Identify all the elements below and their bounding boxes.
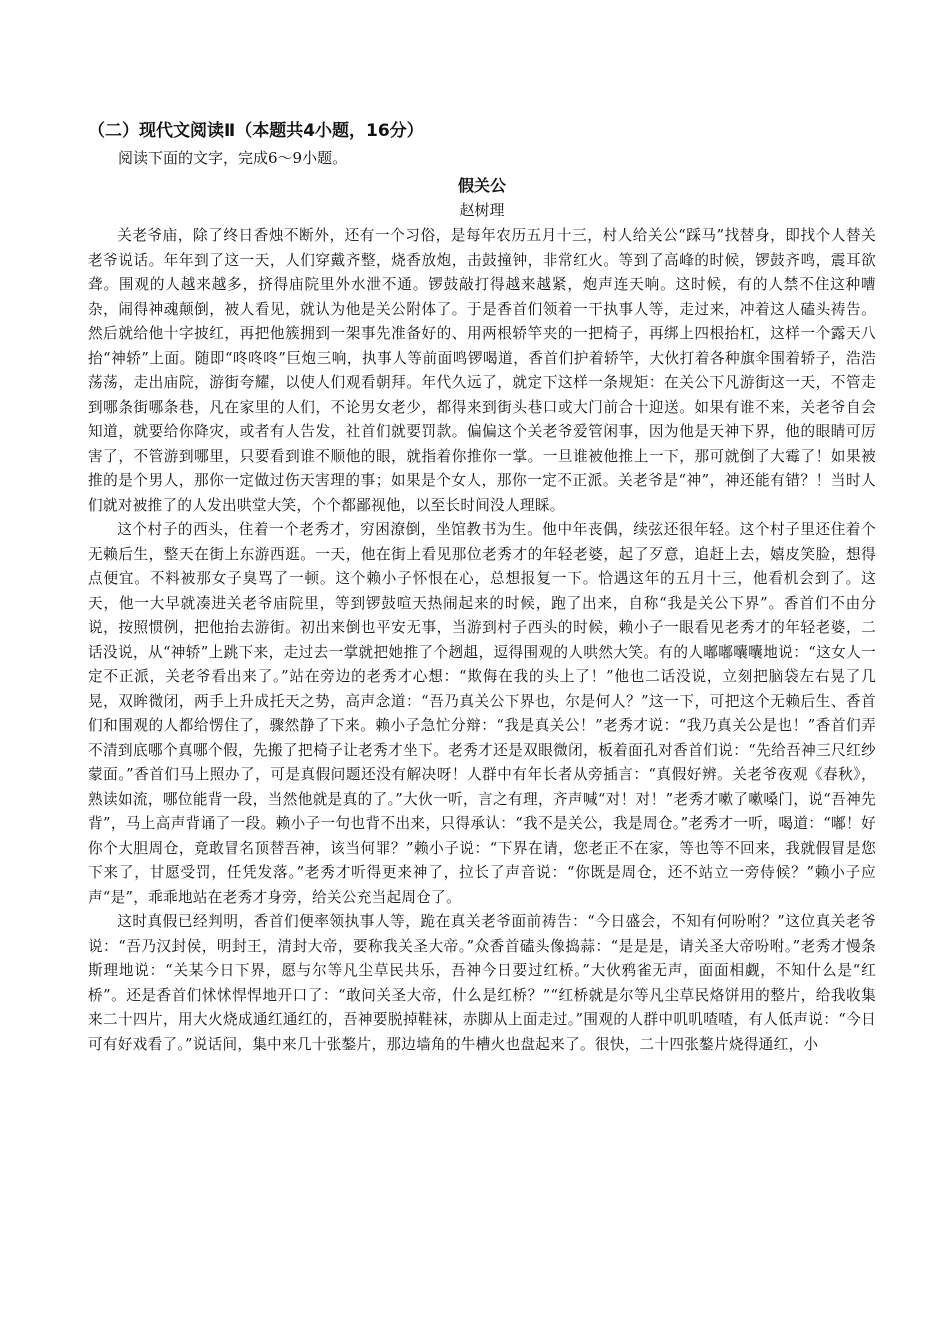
article-author: 赵树理 xyxy=(459,201,505,219)
article-paragraph: 这个村子的西头，住着一个老秀才，穷困潦倒，坐馆教书为生。他中年丧偶，续弦还很年轻。这个村子里还住着个无赖后生，整天在街上东游西逛。一天，他在街上看见那位老秀才的年轻老婆，起了歹意，追赶上去，嬉皮笑脸，想得点便宜。不料被那女子臭骂了一顿。这个赖小子怀恨在心，总想报复一下。恰遇这年的五月十三，他看机会到了。这天，他一大早就凑进关老爷庙院里，等到锣鼓喧天热闹起来的时候，跑了出来，自称“我是关公下界”。香首们不由分说，按照惯例，把他抬去游街。初出来倒也平安无事，当游到村子西头的时候，赖小子一眼看见老秀才的年轻老婆，二话没说，从“神轿”上跳下来，走过去一掌就把她推了个趔趄，逗得围观的人哄然大笑。有的人嘟嘟囔囔地说：“这女人一定不正派，关老爷看出来了。”站在旁边的老秀才心想：“欺侮在我的头上了！”他也二话没说，立刻把脑袋左右晃了几晃，双眸微闭，两手上升成托天之势，高声念道：“吾乃真关公下界也，尔是何人？”这一下，可把这个无赖后生、香首们和围观的人都给愣住了，骤然静了下来。赖小子急忙分辩：“我是真关公！”老秀才说：“我乃真关公是也！”香首们弄不清到底哪个真哪个假，先搬了把椅子让老秀才坐下。老秀才还是双眼微闭，板着面孔对香首们说：“先给吾神三尺红纱蒙面。”香首们马上照办了，可是真假问题还没有解决呀！人群中有年长者从旁插言：“真假好辨。关老爷夜观《春秋》，熟读如流，哪位能背一段，当然他就是真的了。”大伙一听，言之有理，齐声喊“对！对！”老秀才嗽了嗽嗓门，说“吾神先背”，马上高声背诵了一段。赖小子一句也背不出来，只得承认：“我不是关公，我是周仓。”老秀才一听，喝道：“嘟！好你个大胆周仓，竟敢冒名顶替吾神，该当何罪？”赖小子说：“下界在请，您老正不在家，等也等不回来，我就假冒是您下来了，甘愿受罚，任凭发落。”老秀才听得更来神了，拉长了声音说：“你既是周仓，还不站立一旁侍候？”赖小子应声“是”，乖乖地站在老秀才身旁，给关公充当起周仓了。 xyxy=(88,521,876,906)
article-paragraph: 这时真假已经判明，香首们便率领执事人等，跪在真关老爷面前祷告：“今日盛会，不知有何吩咐？”这位真关老爷说：“吾乃汉封侯，明封王，清封大帝，要称我关圣大帝。”众香首磕头像捣蒜：“是是是，请关圣大帝吩咐。”老秀才慢条斯理地说：“关某今日下界，愿与尔等凡尘草民共乐，吾神今日要过红桥。”大伙鸦雀无声，面面相觑，不知什么是“红桥”。还是香首们怵怵悍悍地开口了：“敢问关圣大帝，什么是红桥？”“红桥就是尔等凡尘草民烙饼用的整片，给我收集来二十四片，用大火烧成通红通红的，吾神要脱掉鞋袜，赤脚从上面走过。”围观的人群中叽叽喳喳，有人低声说：“今日可有好戏看了。”说话间，集中来几十张鏊片，那边墙角的牛槽火也盘起来了。很快，二十四张鏊片烧得通红，小 xyxy=(88,913,876,1053)
article-title: 假关公 xyxy=(457,176,506,195)
section-heading: （二）现代文阅读Ⅱ（本题共4小题，16分） xyxy=(88,121,424,141)
reading-instruction: 阅读下面的文字，完成6～9小题。 xyxy=(118,149,348,167)
document-page xyxy=(88,118,876,1057)
article-paragraph: 关老爷庙，除了终日香烛不断外，还有一个习俗，是每年农历五月十三，村人给关公“踩马”找替身，即找个人替关老爷说话。年年到了这一天，人们穿戴齐整，烧香放炮，击鼓撞钟，非常红火。等到了高峰的时候，锣鼓齐鸣，震耳欲聋。围观的人越来越多，挤得庙院里外水泄不通。锣鼓敲打得越来越紧，炮声连天响。这时候，有的人禁不住这种嘈杂，闹得神魂颠倒，被人看见，就认为他是关公附体了。于是香首们领着一干执事人等，走过来，冲着这人磕头祷告。然后就给他十字披红，再把他簇拥到一架事先准备好的、用两根轿竿夹的一把椅子，再绑上四根抬杠，这样一个露天八抬“神轿”上面。随即“咚咚咚”巨炮三响，执事人等前面鸣锣喝道，香首们护着轿竿，大伙打着各种旗伞围着轿子，浩浩荡荡，走出庙院，游街夸耀，以使人们观看朝拜。年代久远了，就定下这样一条规矩：在关公下凡游街这一天，不管走到哪条街哪条巷，凡在家里的人们，不论男女老少，都得来到街头巷口或大门前合十迎送。如果有谁不来，关老爷自会知道，就要给你降灾，或者有人告发，社首们就要罚款。偏偏这个关老爷爱管闲事，因为他是天神下界，他的眼睛可厉害了，不管游到哪里，只要看到谁不顺他的眼，就指着你推你一掌。一旦谁被他推上一下，那可就倒了大霉了！如果被推的是个男人，那你一定做过伤天害理的事；如果是个女人，那你一定不正派。关老爷是“神”，神还能有错？！当时人们就对被推了的人发出哄堂大笑，个个都鄙视他，以至长时间没人理睬。 xyxy=(88,227,876,514)
